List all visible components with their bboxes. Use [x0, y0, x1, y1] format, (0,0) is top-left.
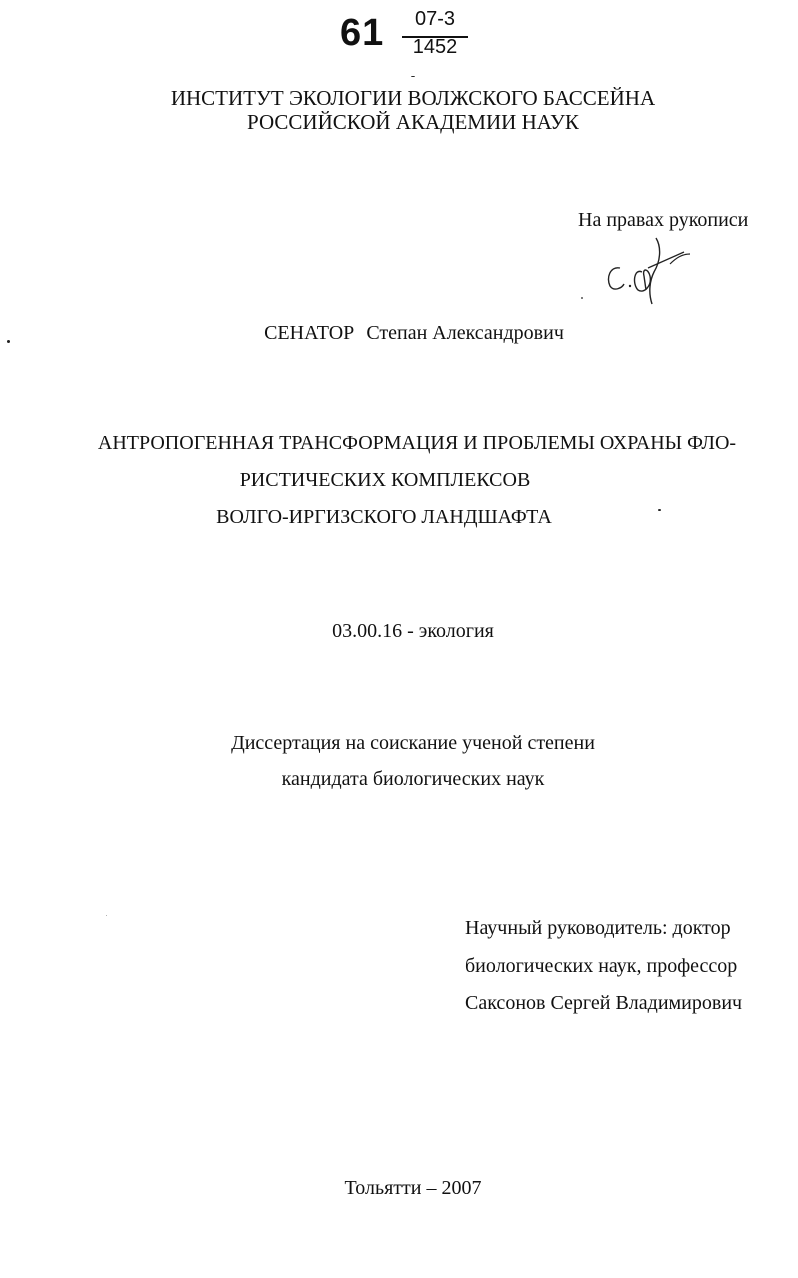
supervisor-line-2: биологических наук, профессор: [465, 955, 738, 977]
shelf-mark-main: 61: [340, 12, 385, 54]
handwritten-signature: [572, 228, 712, 310]
scan-speck: [411, 76, 415, 77]
institution-line-2: РОССИЙСКОЙ АКАДЕМИИ НАУК: [247, 110, 579, 134]
author-name: [0, 322, 798, 345]
library-shelf-mark: [330, 6, 480, 66]
specialty-code: 03.00.16 - экология: [332, 620, 494, 642]
institution-line-1: ИНСТИТУТ ЭКОЛОГИИ ВОЛЖСКОГО БАССЕЙНА: [170, 86, 656, 110]
supervisor-line-1: Научный руководитель: доктор: [465, 917, 731, 939]
author-given-names: Степан Александрович: [366, 322, 564, 344]
place-and-year: Тольятти – 2007: [344, 1177, 482, 1199]
scan-speck: [7, 340, 10, 343]
manuscript-rights-note: На правах рукописи: [578, 209, 749, 231]
degree-line-1: Диссертация на соискание ученой степени: [231, 732, 595, 754]
dissertation-title-line-3: ВОЛГО-ИРГИЗСКОГО ЛАНДШАФТА: [216, 506, 552, 528]
shelf-mark-bottom: 1452: [412, 36, 458, 58]
shelf-mark-top: 07-3: [414, 8, 456, 30]
author-surname: СЕНАТОР: [264, 322, 355, 344]
scan-speck: [658, 509, 661, 511]
scan-speck: [106, 915, 107, 916]
supervisor-line-3: Саксонов Сергей Владимирович: [465, 992, 743, 1014]
degree-line-2: кандидата биологических наук: [281, 768, 545, 790]
dissertation-title-line-2: РИСТИЧЕСКИХ КОМПЛЕКСОВ: [239, 469, 531, 491]
dissertation-title-line-1: АНТРОПОГЕННАЯ ТРАНСФОРМАЦИЯ И ПРОБЛЕМЫ ОХРАНЫ ФЛО-: [97, 432, 737, 454]
